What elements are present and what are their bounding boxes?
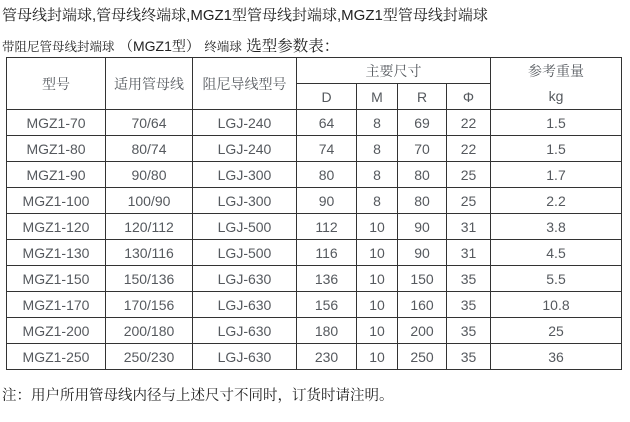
table-cell: 136 xyxy=(297,266,357,292)
page-title: 管母线封端球,管母线终端球,MGZ1型管母线封端球,MGZ1型管母线封端球 xyxy=(2,7,488,24)
table-cell: MGZ1-150 xyxy=(7,266,106,292)
table-cell: 69 xyxy=(398,110,447,136)
page-subtitle xyxy=(2,34,339,56)
table-cell: 35 xyxy=(447,292,491,318)
table-cell: LGJ-630 xyxy=(193,344,297,370)
table-cell: 90 xyxy=(398,240,447,266)
table-row xyxy=(7,318,622,344)
table-cell: 22 xyxy=(447,110,491,136)
col-header-phi: Φ xyxy=(447,84,491,110)
table-cell: 31 xyxy=(447,240,491,266)
table-row xyxy=(7,214,622,240)
table-cell: 1.5 xyxy=(491,136,622,162)
table-cell: 120/112 xyxy=(106,214,193,240)
table-cell: 10 xyxy=(357,266,398,292)
table-row xyxy=(7,136,622,162)
table-cell: 25 xyxy=(491,318,622,344)
table-cell: LGJ-630 xyxy=(193,318,297,344)
table-cell: LGJ-300 xyxy=(193,188,297,214)
table-cell: 35 xyxy=(447,344,491,370)
ref-weight-unit: kg xyxy=(548,87,564,104)
table-cell: 64 xyxy=(297,110,357,136)
header-row-1 xyxy=(7,58,622,84)
table-cell: 100/90 xyxy=(106,188,193,214)
table-cell: 80 xyxy=(398,162,447,188)
table-row xyxy=(7,240,622,266)
table-cell: 36 xyxy=(491,344,622,370)
table-cell: 5.5 xyxy=(491,266,622,292)
table-cell: 150 xyxy=(398,266,447,292)
table-cell: LGJ-300 xyxy=(193,162,297,188)
table-cell: 90 xyxy=(297,188,357,214)
spec-table xyxy=(6,57,622,370)
table-row xyxy=(7,292,622,318)
table-cell: 25 xyxy=(447,188,491,214)
col-header-main-dimensions: 主要尺寸 xyxy=(297,58,491,84)
table-cell: MGZ1-170 xyxy=(7,292,106,318)
table-row xyxy=(7,110,622,136)
table-cell: 4.5 xyxy=(491,240,622,266)
col-header-D: D xyxy=(297,84,357,110)
table-cell: 1.5 xyxy=(491,110,622,136)
table-cell: MGZ1-90 xyxy=(7,162,106,188)
table-cell: 170/156 xyxy=(106,292,193,318)
table-cell: 25 xyxy=(447,162,491,188)
table-cell: 112 xyxy=(297,214,357,240)
col-header-M: M xyxy=(357,84,398,110)
ref-weight-label: 参考重量 xyxy=(528,62,584,79)
table-cell: 156 xyxy=(297,292,357,318)
table-row xyxy=(7,266,622,292)
table-cell: 180 xyxy=(297,318,357,344)
table-cell: 90/80 xyxy=(106,162,193,188)
table-cell: LGJ-630 xyxy=(193,292,297,318)
table-cell: MGZ1-100 xyxy=(7,188,106,214)
table-cell: 70/64 xyxy=(106,110,193,136)
table-cell: 10 xyxy=(357,292,398,318)
col-header-model: 型号 xyxy=(7,58,106,110)
subtitle-model-paren: （MGZ1型） xyxy=(118,38,200,54)
table-row xyxy=(7,162,622,188)
table-cell: 1.7 xyxy=(491,162,622,188)
table-cell: 116 xyxy=(297,240,357,266)
table-cell: 22 xyxy=(447,136,491,162)
table-cell: MGZ1-250 xyxy=(7,344,106,370)
table-cell: 80 xyxy=(297,162,357,188)
table-cell: 150/136 xyxy=(106,266,193,292)
footnote: 注：用户所用管母线内径与上述尺寸不同时，订货时请注明。 xyxy=(2,388,394,404)
table-cell: 2.2 xyxy=(491,188,622,214)
table-cell: MGZ1-80 xyxy=(7,136,106,162)
table-cell: 35 xyxy=(447,266,491,292)
table-cell: 250 xyxy=(398,344,447,370)
table-cell: 10 xyxy=(357,318,398,344)
table-row xyxy=(7,344,622,370)
table-cell: 10 xyxy=(357,344,398,370)
table-cell: LGJ-500 xyxy=(193,214,297,240)
table-cell: 200 xyxy=(398,318,447,344)
table-cell: MGZ1-70 xyxy=(7,110,106,136)
table-cell: 250/230 xyxy=(106,344,193,370)
table-cell: 3.8 xyxy=(491,214,622,240)
table-cell: 8 xyxy=(357,136,398,162)
table-cell: 10.8 xyxy=(491,292,622,318)
col-header-damping-wire-model: 阻尼导线型号 xyxy=(193,58,297,110)
table-cell: 80/74 xyxy=(106,136,193,162)
table-cell: 70 xyxy=(398,136,447,162)
subtitle-terminal-ball: 终端球 xyxy=(204,40,242,54)
table-cell: 8 xyxy=(357,188,398,214)
col-header-ref-weight xyxy=(491,58,622,110)
table-cell: MGZ1-200 xyxy=(7,318,106,344)
table-cell: MGZ1-130 xyxy=(7,240,106,266)
table-cell: LGJ-630 xyxy=(193,266,297,292)
table-cell: 90 xyxy=(398,214,447,240)
table-row xyxy=(7,188,622,214)
table-cell: 160 xyxy=(398,292,447,318)
col-header-applicable-bus: 适用管母线 xyxy=(106,58,193,110)
table-cell: 8 xyxy=(357,162,398,188)
table-cell: 74 xyxy=(297,136,357,162)
table-cell: 35 xyxy=(447,318,491,344)
table-cell: MGZ1-120 xyxy=(7,214,106,240)
table-cell: 80 xyxy=(398,188,447,214)
table-cell: LGJ-240 xyxy=(193,110,297,136)
table-cell: 230 xyxy=(297,344,357,370)
subtitle-selection-table-label: 选型参数表： xyxy=(246,38,340,55)
table-cell: 10 xyxy=(357,214,398,240)
table-cell: 130/116 xyxy=(106,240,193,266)
table-cell: 200/180 xyxy=(106,318,193,344)
table-cell: 10 xyxy=(357,240,398,266)
table-cell: 8 xyxy=(357,110,398,136)
subtitle-product-name: 带阻尼管母线封端球 xyxy=(2,40,115,54)
table-cell: 31 xyxy=(447,214,491,240)
table-cell: LGJ-240 xyxy=(193,136,297,162)
table-cell: LGJ-500 xyxy=(193,240,297,266)
col-header-R: R xyxy=(398,84,447,110)
